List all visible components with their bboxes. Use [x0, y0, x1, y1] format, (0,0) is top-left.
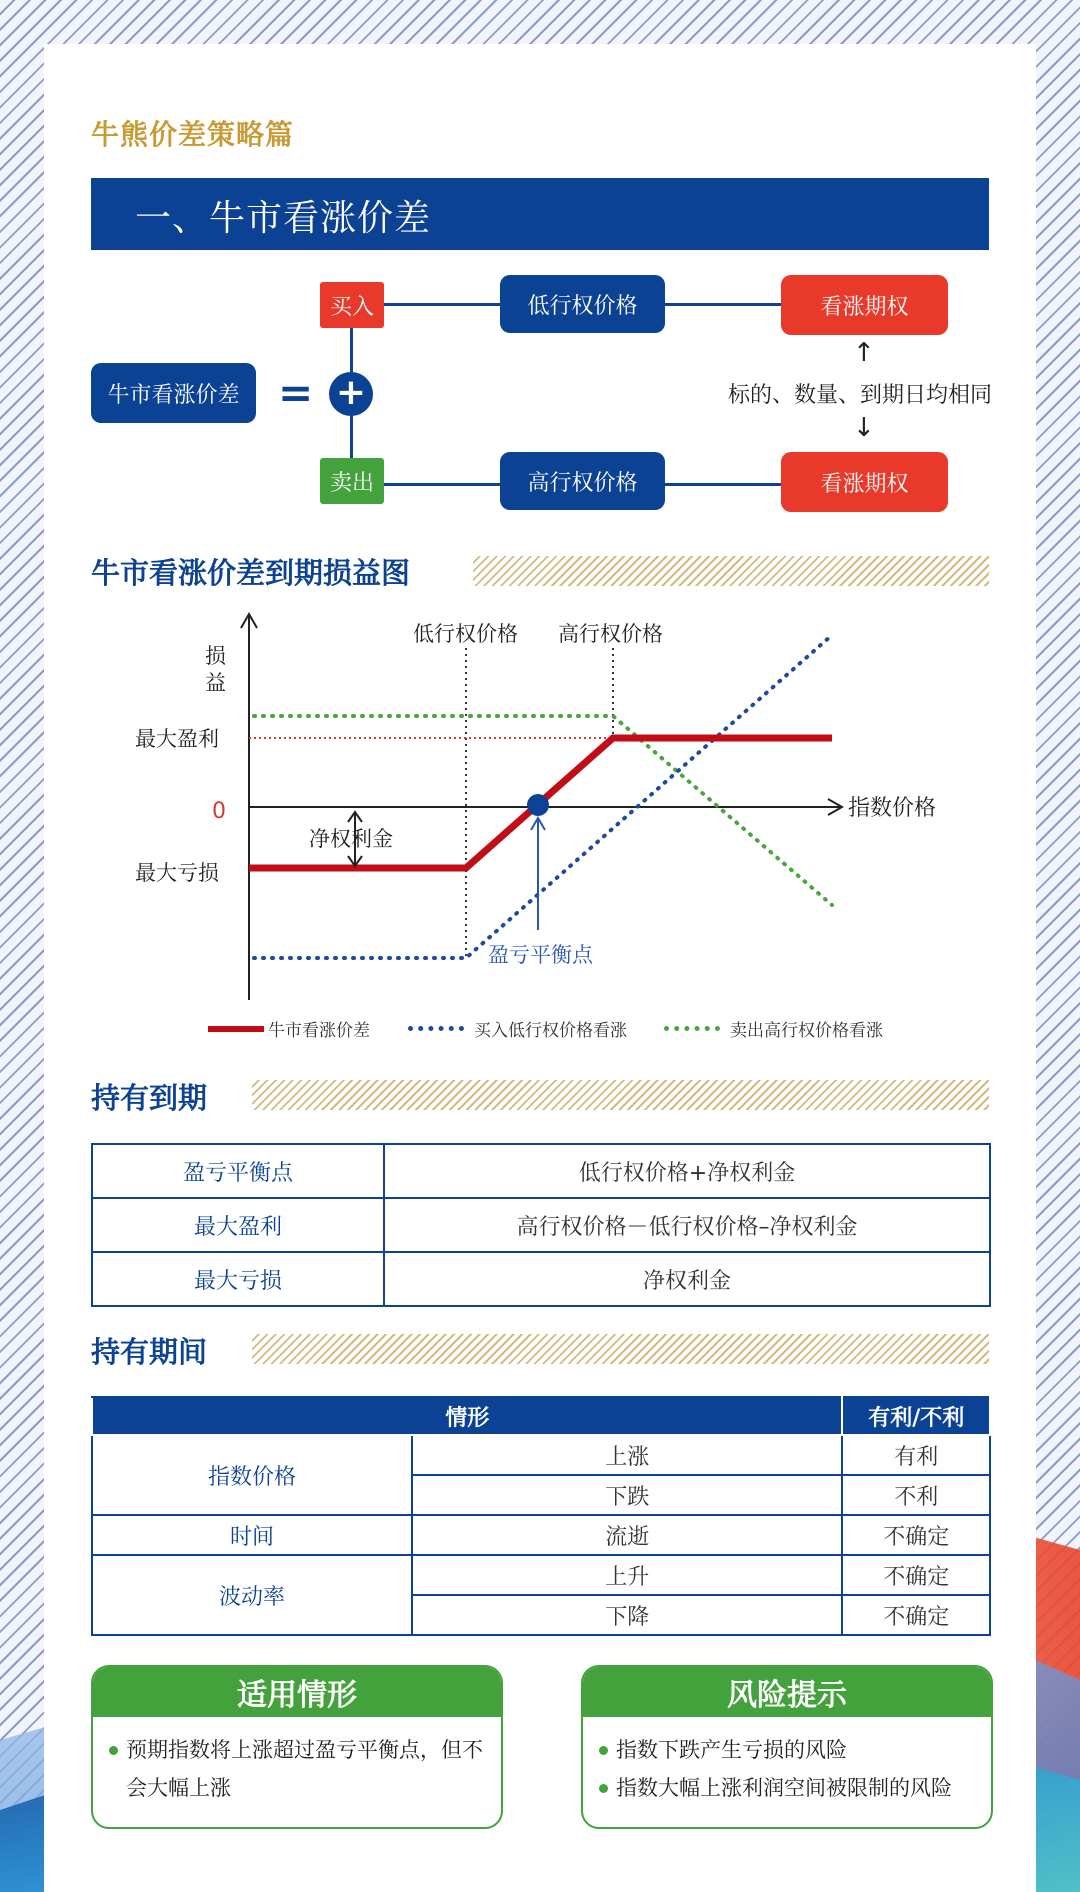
y-axis-label-1: 损 [205, 644, 226, 668]
sell-tag: 卖出 [320, 458, 384, 504]
plus-icon: + [329, 372, 373, 416]
table-row [92, 1198, 990, 1252]
equals-sign: = [278, 368, 314, 417]
breakeven-point [527, 794, 549, 816]
factor-cell: 时间 [92, 1515, 412, 1555]
chart-section-title: 牛市看涨价差到期损益图 [91, 556, 411, 590]
table-cell: 盈亏平衡点 [92, 1144, 384, 1198]
table-row [92, 1515, 990, 1555]
banner-title: 一、牛市看涨价差 [135, 198, 432, 239]
table-cell: 最大亏损 [92, 1252, 384, 1306]
net-premium-label: 净权利金 [309, 827, 393, 851]
hold-period-title: 持有期间 [91, 1335, 208, 1369]
arrow-down-icon: ↓ [853, 413, 875, 443]
change-cell: 上涨 [412, 1435, 842, 1475]
bullet-icon [109, 1746, 118, 1755]
connector-line [665, 303, 785, 306]
effect-cell: 不利 [842, 1475, 990, 1515]
breakeven-label: 盈亏平衡点 [488, 943, 593, 967]
factor-cell: 波动率 [92, 1555, 412, 1635]
hold-period-table [91, 1396, 991, 1636]
decorative-hatch [252, 1080, 989, 1110]
risk-item-text: 指数大幅上涨利润空间被限制的风险 [616, 1776, 952, 1800]
table-row [92, 1555, 990, 1595]
legend-label: 买入低行权价格看涨 [474, 1021, 627, 1041]
high-strike-label: 高行权价格 [558, 622, 663, 646]
table-cell: 净权利金 [384, 1252, 990, 1306]
arrow-up-icon: ↑ [853, 338, 875, 368]
legend-label: 卖出高行权价格看涨 [730, 1021, 883, 1041]
legend-short-high-call [664, 1016, 883, 1041]
buy-tag: 买入 [320, 282, 384, 328]
change-cell: 下降 [412, 1595, 842, 1635]
same-terms-note: 标的、数量、到期日均相同 [728, 383, 993, 408]
table-cell: 低行权价格+净权利金 [384, 1144, 990, 1198]
effect-cell: 不确定 [842, 1555, 990, 1595]
legend-swatch-green-dotted [664, 1026, 720, 1031]
max-profit-label: 最大盈利 [135, 727, 219, 751]
legend-swatch-blue-dotted [408, 1026, 464, 1031]
hold-expiry-title: 持有到期 [91, 1081, 208, 1115]
decorative-hatch [473, 556, 989, 586]
legend-label: 牛市看涨价差 [268, 1021, 370, 1041]
header-situation: 情形 [92, 1397, 842, 1435]
risk-title: 风险提示 [583, 1667, 991, 1717]
change-cell: 上升 [412, 1555, 842, 1595]
section-banner [91, 178, 989, 250]
decorative-hatch [252, 1334, 989, 1364]
page-title: 牛熊价差策略篇 [91, 118, 295, 151]
list-item [109, 1731, 485, 1807]
change-cell: 流逝 [412, 1515, 842, 1555]
change-cell: 下跌 [412, 1475, 842, 1515]
legend-long-low-call [408, 1016, 627, 1041]
list-item [599, 1769, 975, 1807]
low-strike-label: 低行权价格 [413, 622, 518, 646]
bullet-icon [599, 1746, 608, 1755]
connector-line [665, 483, 785, 486]
table-row [92, 1435, 990, 1475]
zero-label: 0 [212, 799, 226, 824]
call-option-box-bottom: 看涨期权 [781, 452, 948, 512]
call-option-box-top: 看涨期权 [781, 275, 948, 335]
risk-card [581, 1665, 993, 1829]
table-row [92, 1144, 990, 1198]
table-row [92, 1252, 990, 1306]
list-item [599, 1731, 975, 1769]
legend-swatch-solid [208, 1026, 264, 1032]
applicable-item-text: 预期指数将上涨超过盈亏平衡点，但不会大幅上涨 [126, 1738, 483, 1800]
header-effect: 有利/不利 [842, 1397, 990, 1435]
bull-call-spread-label: 牛市看涨价差 [91, 363, 256, 423]
effect-cell: 有利 [842, 1435, 990, 1475]
effect-cell: 不确定 [842, 1515, 990, 1555]
hold-expiry-table [91, 1143, 991, 1307]
bullet-icon [599, 1784, 608, 1793]
legend-bull-call-spread [208, 1016, 370, 1041]
x-axis-label: 指数价格 [848, 796, 937, 821]
table-cell: 最大盈利 [92, 1198, 384, 1252]
low-strike-box: 低行权价格 [500, 275, 665, 333]
payoff-chart [0, 600, 1080, 1050]
high-strike-box: 高行权价格 [500, 452, 665, 510]
max-loss-label: 最大亏损 [135, 861, 219, 885]
risk-item-text: 指数下跌产生亏损的风险 [616, 1738, 847, 1762]
factor-cell: 指数价格 [92, 1435, 412, 1515]
table-cell: 高行权价格－低行权价格–净权利金 [384, 1198, 990, 1252]
effect-cell: 不确定 [842, 1595, 990, 1635]
table-header-row [92, 1397, 990, 1435]
applicable-title: 适用情形 [93, 1667, 501, 1717]
y-axis-label-2: 益 [205, 671, 226, 695]
applicable-card [91, 1665, 503, 1829]
